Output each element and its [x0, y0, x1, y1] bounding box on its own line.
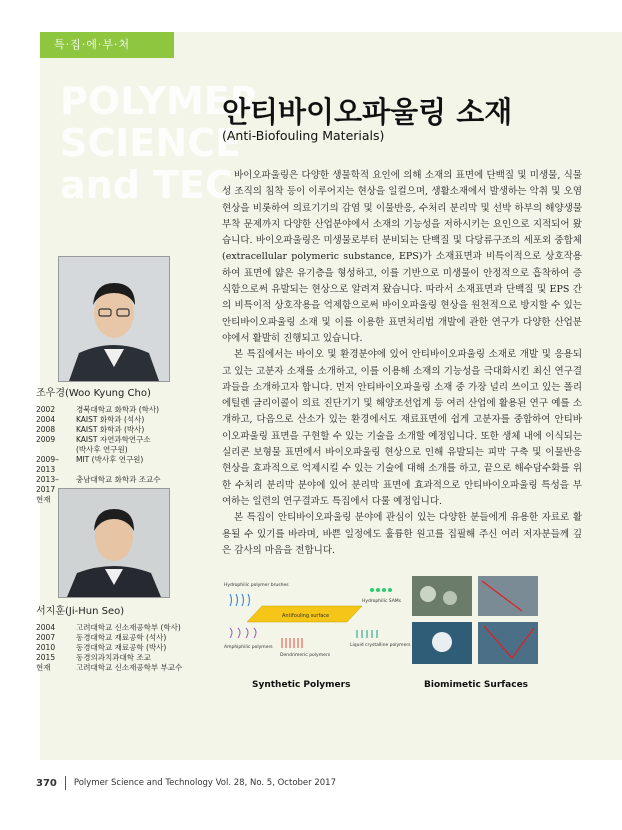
editor-info [36, 602, 182, 673]
article-subtitle: (Anti-Biofouling Materials) [222, 128, 385, 143]
editor-name: 서지훈(Ji-Hun Seo) [36, 606, 125, 617]
history-year: 2009–2013 [36, 455, 59, 474]
footer-divider [65, 776, 66, 790]
history-row [36, 455, 160, 475]
history-text: 고려대학교 신소재공학부 (학사) [76, 623, 181, 632]
history-row [36, 653, 182, 663]
history-text: (박사후 연구원) [76, 445, 128, 454]
history-year: 2010 [36, 643, 56, 652]
figure-label: Dendrimeric polymers [280, 653, 331, 658]
history-text: 동경대학교 재료공학 (석사) [76, 633, 167, 642]
history-year: 현재 [36, 663, 51, 672]
figure-label: Liquid crystalline polymers [350, 643, 411, 648]
figure-label: Hydrophilic SAMs [362, 599, 402, 604]
history-text: 고려대학교 신소재공학부 부교수 [76, 663, 183, 672]
figure-label: Amphiphilic polymers [224, 645, 273, 650]
watermark-line: POLYMER [60, 79, 259, 123]
editor-info [36, 384, 160, 505]
history-row [36, 643, 182, 653]
figure-label: Hydrophilic polymer brushes [224, 583, 289, 588]
watermark-line: SCIENCE [60, 121, 242, 165]
history-row [36, 445, 160, 455]
history-year [36, 445, 76, 455]
paragraph: 본 특집에서는 바이오 및 환경분야에 있어 안티바이오파울링 소재로 개발 및 응용되고 있는 고분자 소재를 소개하고, 이를 이용해 소재의 기능성을 극대화시킨 최신 연구결과들을 소개하고자 합니다. 먼저 안티바이오파울링 소재 중 가장 널리 쓰이고 있는 폴리에틸렌 글리이콜이 의료 진단기기 및 해양조선업계 등 여러 산업에 활용된 연구 예를 소개하고, 다음으로 산소가 있는 환경에서도 재료표면에 쉽게 고분자를 중합하여 안티바이오파울링 표면을 구현할 수 있는 기술을 소개할 예정입니다. 또한 생체 내에 이식되는 실리콘 보형물 표면에서 바이오파울링 현상으로 인해 유발되는 피막 구축 및 이물반응 현상을 효과적으로 억제시킬 수 있는 기술에 대해 소개를 하고, 끝으로 해수담수화를 위한 수처리 분리막 분야에 있어 분리막 표면에 효과적으로 안티바이오파울링 특성을 부여하는 일련의 연구결과도 특집에서 다룰 예정입니다. [222, 349, 582, 507]
history-year: 2015 [36, 653, 56, 662]
history-text: MIT (박사후 연구원) [76, 455, 144, 464]
history-year: 2002 [36, 405, 56, 414]
history-text: KAIST 화학과 (석사) [76, 415, 145, 424]
article-title: 안티바이오파울링 소재 [222, 95, 513, 129]
page-number: 370 [36, 777, 57, 789]
article-body [222, 168, 582, 559]
figure-label: Antifouling surface [282, 613, 330, 619]
paragraph: 본 특집이 안티바이오파울링 분야에 관심이 있는 다양한 분들에게 유용한 자료로 활용될 수 있기를 바라며, 바쁜 일정에도 훌륭한 원고를 집필해 주신 여러 저자분들께 깊은 감사의 마음을 전합니다. [222, 512, 582, 556]
history-row [36, 633, 182, 643]
paragraph: 바이오파울링은 다양한 생물학적 요인에 의해 소재의 표면에 단백질 및 미생물, 식물성 조직의 침착 등이 이루어지는 현상을 일컬으며, 생활소재에서 발생하는 악취 및 오염현상을 비롯하여 의료기기의 감염 및 이물반응, 수처리 분리막 및 선박 하부의 해양생물 부착 문제까지 다양한 산업분야에서 소재의 기능성을 저하시키는 요인으로 지적되어 왔습니다. 바이오파울링은 미생물로부터 분비되는 단백질 및 다당류구조의 세포외 중합체 (extracellular polymeric substance, EPS)가 소재표면과 비특이적으로 상호작용하여 표면에 얇은 유기층을 형성하고, 이를 기반으로 미생물이 안정적으로 흡착하여 증식함으로써 유발되는 현상으로 알려져 왔습니다. 따라서 소재표면과 단백질 및 EPS 간의 비특이적 상호작용을 억제함으로써 바이오파울링 현상을 원천적으로 방지할 수 있는 안티바이오파울링 소재 및 이를 이용한 표면처리법 개발에 관한 연구가 다양한 산업분야에서 활발히 진행되고 있습니다. [222, 170, 582, 344]
history-text: KAIST 화학과 (박사) [76, 425, 145, 434]
history-row [36, 435, 160, 445]
journal-info: Polymer Science and Technology Vol. 28, No. 5, October 2017 [73, 778, 336, 788]
history-row [36, 415, 160, 425]
watermark-line: and TEC [60, 163, 233, 207]
figure-caption-left: Synthetic Polymers [252, 680, 351, 690]
section-tab: 특·집·에·부·처 [40, 32, 174, 58]
history-row [36, 405, 160, 415]
history-year: 2007 [36, 633, 56, 642]
history-year: 2004 [36, 415, 56, 424]
editor-name: 조우경(Woo Kyung Cho) [36, 388, 151, 399]
history-year: 2009 [36, 435, 56, 444]
figure-caption-right: Biomimetic Surfaces [424, 680, 529, 690]
history-row [36, 623, 182, 633]
history-year: 2004 [36, 623, 56, 632]
history-year: 2008 [36, 425, 56, 434]
history-text: KAIST 자연과학연구소 [76, 435, 151, 444]
page-footer [36, 776, 336, 790]
history-text: 동경대학교 재료공학 (박사) [76, 643, 167, 652]
editor-photo [58, 488, 170, 598]
history-text: 경북대학교 화학과 (학사) [76, 405, 160, 414]
history-row [36, 425, 160, 435]
editor-photo [58, 256, 170, 382]
history-text: 충남대학교 화학과 조교수 [76, 475, 161, 484]
history-row [36, 663, 182, 673]
history-text: 동경의과치과대학 조교 [76, 653, 151, 662]
figure-illustration [222, 576, 602, 676]
figure [222, 576, 602, 696]
history-year: 2013–2017 [36, 475, 59, 494]
history-year: 현재 [36, 495, 51, 504]
